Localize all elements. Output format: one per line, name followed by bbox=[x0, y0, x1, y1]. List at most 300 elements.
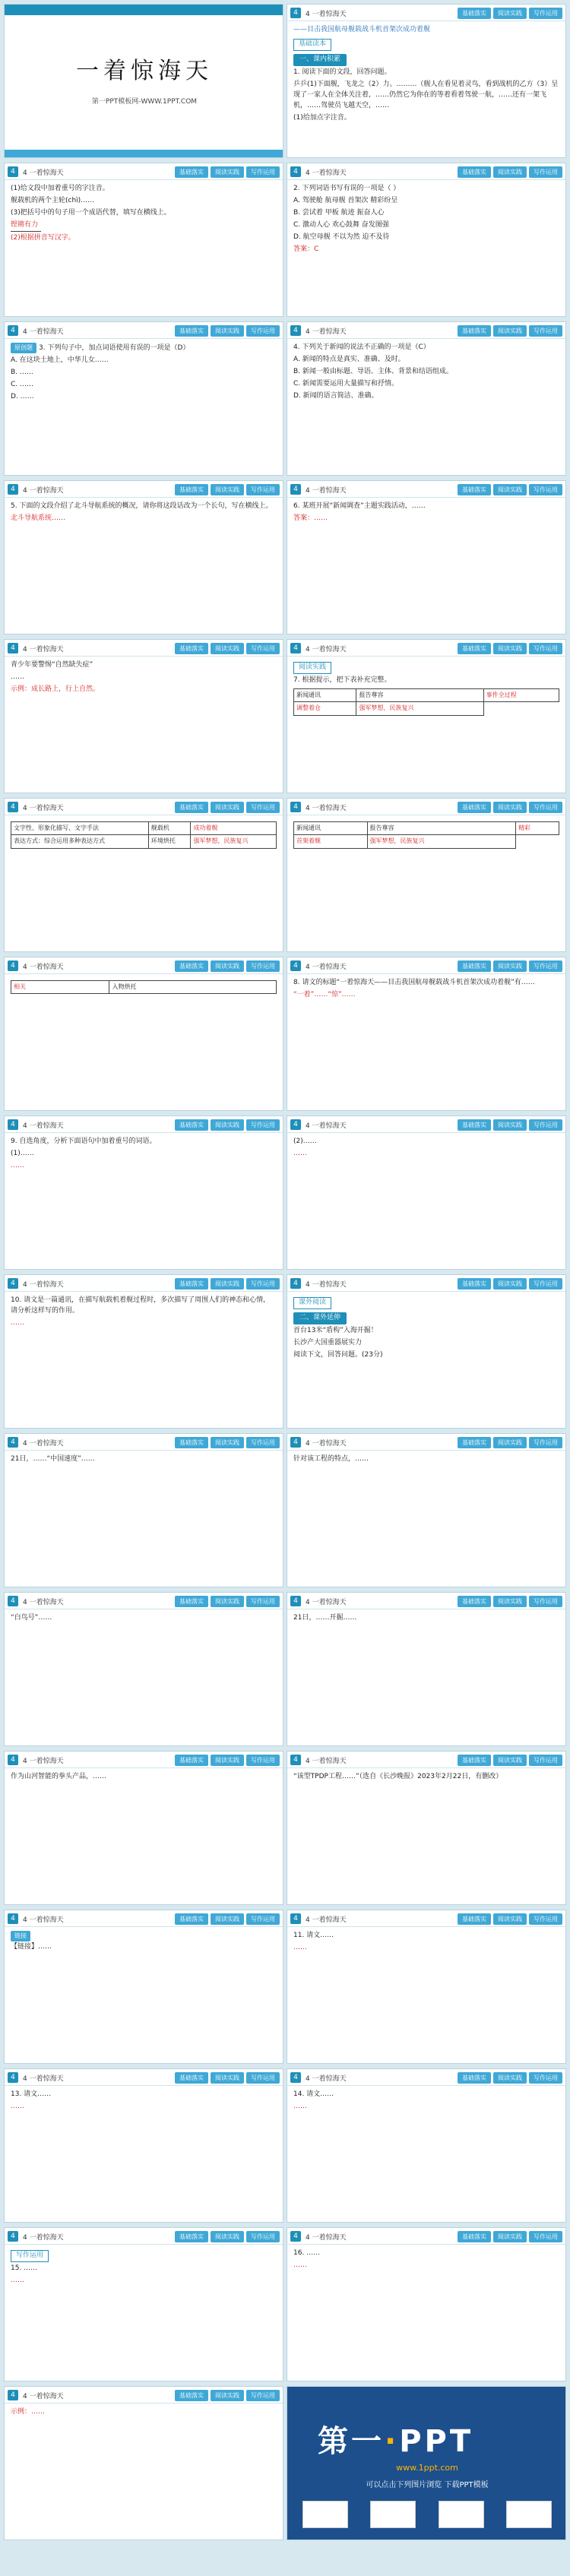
section-heading: 二、课外延伸 bbox=[293, 1312, 347, 1324]
text-line: 21日，……“中国速度”…… bbox=[11, 1455, 95, 1463]
section-tab[interactable]: 阅读实践 bbox=[493, 1913, 527, 1925]
lesson-number: 4 bbox=[8, 166, 18, 177]
slide-header bbox=[287, 163, 565, 180]
slide-header bbox=[287, 1116, 565, 1133]
section-tab[interactable]: 写作运用 bbox=[246, 2390, 280, 2401]
section-tab[interactable]: 阅读实践 bbox=[493, 1437, 527, 1448]
slide-21 bbox=[4, 1592, 283, 1746]
slide-19 bbox=[4, 1433, 283, 1587]
slide-header bbox=[287, 1752, 565, 1768]
slide-body bbox=[287, 339, 565, 407]
lesson-title: 4 一着惊海天 bbox=[23, 1281, 64, 1289]
summary-table bbox=[11, 821, 277, 849]
table-cell: 新闻通讯 bbox=[294, 822, 368, 835]
section-tab[interactable]: 写作运用 bbox=[529, 1596, 562, 1607]
section-tab[interactable]: 基础落实 bbox=[458, 2072, 491, 2084]
section-tabs bbox=[175, 166, 280, 178]
lesson-number: 4 bbox=[290, 1596, 301, 1606]
text-line: A. 新闻的特点是真实、准确、及时。 bbox=[293, 355, 405, 363]
lesson-number: 4 bbox=[8, 484, 18, 495]
section-tab[interactable]: 阅读实践 bbox=[493, 802, 527, 813]
section-tab[interactable]: 写作运用 bbox=[529, 1755, 562, 1766]
text-line: 示例：成长路上，行上自然。 bbox=[11, 685, 100, 693]
section-tab[interactable]: 阅读实践 bbox=[493, 1596, 527, 1607]
section-tab[interactable]: 写作运用 bbox=[246, 1596, 280, 1607]
slide-15 bbox=[4, 1116, 283, 1270]
lesson-title: 4 一着惊海天 bbox=[306, 1281, 347, 1289]
slide-body bbox=[5, 1768, 283, 1788]
section-tab[interactable]: 基础落实 bbox=[458, 643, 491, 654]
section-tab[interactable]: 写作运用 bbox=[529, 325, 562, 337]
slide-header bbox=[5, 322, 283, 339]
section-tabs bbox=[175, 2390, 280, 2401]
section-tab[interactable]: 基础落实 bbox=[175, 2231, 208, 2242]
lesson-title: 4 一着惊海天 bbox=[23, 1440, 64, 1448]
template-thumbs bbox=[302, 2501, 552, 2528]
text-line: 青少年要警惕“自然缺失症” bbox=[11, 661, 93, 669]
lesson-title: 4 一着惊海天 bbox=[23, 1599, 64, 1606]
slide-body bbox=[287, 1927, 565, 1959]
section-tab[interactable]: 基础落实 bbox=[458, 1913, 491, 1925]
text-line: A. 在这块土地上，中华儿女…… bbox=[11, 356, 109, 364]
slide-body bbox=[5, 1927, 283, 1958]
slide-body bbox=[5, 974, 283, 998]
slide-body bbox=[287, 1133, 565, 1165]
section-tab[interactable]: 阅读实践 bbox=[211, 643, 244, 654]
section-tab[interactable]: 写作运用 bbox=[529, 1119, 562, 1131]
section-tab[interactable]: 写作运用 bbox=[246, 166, 280, 178]
text-line: …… bbox=[293, 2102, 307, 2110]
section-tab[interactable]: 基础落实 bbox=[458, 802, 491, 813]
template-thumb[interactable] bbox=[506, 2501, 552, 2528]
slide-body bbox=[5, 1292, 283, 1334]
table-cell: 调整着仓 bbox=[294, 702, 356, 715]
lesson-number: 4 bbox=[290, 1278, 301, 1289]
section-tab[interactable]: 基础落实 bbox=[175, 325, 208, 337]
section-tab[interactable]: 写作运用 bbox=[246, 1437, 280, 1448]
section-tab[interactable]: 基础落实 bbox=[458, 1596, 491, 1607]
section-tab[interactable]: 写作运用 bbox=[529, 1913, 562, 1925]
slide-header bbox=[5, 2228, 283, 2245]
section-tab[interactable]: 阅读实践 bbox=[211, 166, 244, 178]
slide-header bbox=[5, 2069, 283, 2086]
title-band-bottom bbox=[5, 150, 283, 157]
text-line: …… bbox=[11, 2102, 24, 2110]
section-tab[interactable]: 基础落实 bbox=[458, 484, 491, 495]
text-line: D. 航空母舰 不以为然 迫不及待 bbox=[293, 233, 390, 241]
text-line: …… bbox=[11, 1161, 24, 1169]
section-tab[interactable]: 阅读实践 bbox=[493, 1119, 527, 1131]
slide-header bbox=[5, 1434, 283, 1451]
summary-table bbox=[11, 980, 277, 994]
section-tab[interactable]: 基础落实 bbox=[175, 2390, 208, 2401]
slide-25 bbox=[4, 1910, 283, 2064]
section-tabs bbox=[458, 802, 562, 813]
table-cell: 强军梦想，民族复兴 bbox=[356, 702, 483, 715]
section-tab[interactable]: 写作运用 bbox=[246, 484, 280, 495]
slide-body bbox=[287, 1768, 565, 1788]
slide-body bbox=[5, 1609, 283, 1629]
section-tabs bbox=[458, 1913, 562, 1925]
section-tab[interactable]: 写作运用 bbox=[529, 8, 562, 19]
slide-header bbox=[5, 163, 283, 180]
section-tab[interactable]: 写作运用 bbox=[246, 1119, 280, 1131]
ppt-logo bbox=[318, 2417, 473, 2460]
section-tab[interactable]: 阅读实践 bbox=[493, 325, 527, 337]
slide-1 bbox=[4, 4, 283, 158]
section-tab[interactable]: 基础落实 bbox=[458, 1119, 491, 1131]
lesson-title: 4 一着惊海天 bbox=[23, 328, 64, 336]
text-line: 北斗导航系统…… bbox=[11, 514, 66, 522]
table-cell: 事件全过程 bbox=[483, 688, 559, 701]
question-tag: 原创题 bbox=[11, 343, 36, 353]
slide-header bbox=[5, 957, 283, 974]
lesson-title: 4 一着惊海天 bbox=[306, 328, 347, 336]
table-cell: 入物烘托 bbox=[109, 981, 277, 994]
text-line: 原创题 3. 下列句子中，加点词语使用有误的一项是（D） bbox=[11, 343, 277, 354]
text-line: D. …… bbox=[11, 392, 34, 400]
text-line: (1)给文段中加着重号的字注音。 bbox=[11, 185, 109, 192]
section-tab[interactable]: 基础落实 bbox=[175, 1596, 208, 1607]
summary-table bbox=[293, 688, 559, 716]
text-line: B. 新闻一般由标题、导语、主体、背景和结语组成。 bbox=[293, 367, 453, 375]
text-line bbox=[11, 220, 277, 232]
section-tab[interactable]: 写作运用 bbox=[246, 802, 280, 813]
text-line: 乒乒(1)下面舰，飞龙之（2）力。………（舰人在看见着灵鸟，看到战机的乙方（3）呈现了一家人在全体关注着，……仍然它为你在的等着看着驾驶一航，……还有一架飞机，……驾驶员飞越天空，…… bbox=[293, 80, 559, 109]
section-tab[interactable]: 阅读实践 bbox=[493, 643, 527, 654]
slide-2 bbox=[287, 4, 566, 158]
section-tab[interactable]: 阅读实践 bbox=[493, 2072, 527, 2084]
slide-body bbox=[287, 2245, 565, 2277]
table-cell: 表达方式：综合运用多种表达方式 bbox=[11, 835, 149, 848]
section-tabs bbox=[458, 960, 562, 972]
lesson-title: 4 一着惊海天 bbox=[306, 169, 347, 177]
text-line: 【链接】…… bbox=[11, 1942, 52, 1951]
table-cell: 强军梦想，民族复兴 bbox=[191, 835, 277, 848]
table-cell: 新闻通讯 bbox=[294, 688, 356, 701]
section-tab[interactable]: 阅读实践 bbox=[211, 1437, 244, 1448]
slide-8 bbox=[287, 480, 566, 635]
slide-11 bbox=[4, 798, 283, 952]
section-tabs bbox=[175, 1119, 280, 1131]
section-heading: 一、课内积累 bbox=[293, 54, 347, 66]
lesson-title: 4 一着惊海天 bbox=[306, 964, 347, 971]
section-tab[interactable]: 阅读实践 bbox=[211, 484, 244, 495]
section-tab[interactable]: 基础落实 bbox=[458, 2231, 491, 2242]
slide-12 bbox=[287, 798, 566, 952]
slide-24 bbox=[287, 1751, 566, 1905]
slide-header bbox=[287, 2228, 565, 2245]
section-tabs bbox=[458, 1278, 562, 1290]
section-tab[interactable]: 写作运用 bbox=[246, 1755, 280, 1766]
slide-17 bbox=[4, 1274, 283, 1429]
slide-30 bbox=[287, 2227, 566, 2381]
section-tab[interactable]: 阅读实践 bbox=[493, 960, 527, 972]
slide-29 bbox=[4, 2227, 283, 2381]
slide-6 bbox=[287, 321, 566, 476]
lesson-title: 4 一着惊海天 bbox=[23, 2393, 64, 2400]
slide-3 bbox=[4, 163, 283, 317]
section-tab[interactable]: 基础落实 bbox=[175, 1278, 208, 1290]
section-tab[interactable]: 基础落实 bbox=[175, 2072, 208, 2084]
lesson-main-title: 一着惊海天 bbox=[76, 58, 213, 84]
section-tab[interactable]: 基础落实 bbox=[175, 960, 208, 972]
lesson-number: 4 bbox=[8, 1913, 18, 1924]
slide-5 bbox=[4, 321, 283, 476]
slide-27 bbox=[4, 2068, 283, 2223]
template-thumb[interactable] bbox=[439, 2501, 484, 2528]
slide-22 bbox=[287, 1592, 566, 1746]
slide-header bbox=[287, 957, 565, 974]
slide-7 bbox=[4, 480, 283, 635]
text-line: 答案：…… bbox=[293, 514, 328, 522]
text-line: (1)…… bbox=[11, 1149, 34, 1157]
site-url[interactable]: www.1ppt.com bbox=[396, 2463, 458, 2473]
slide-body bbox=[287, 2086, 565, 2118]
section-tab[interactable]: 阅读实践 bbox=[493, 1278, 527, 1290]
slide-header bbox=[5, 1116, 283, 1133]
section-tab[interactable]: 阅读实践 bbox=[211, 1913, 244, 1925]
text-line: (3)把括号中的句子用一个成语代替，填写在横线上。 bbox=[11, 208, 171, 217]
slide-header bbox=[5, 2387, 283, 2404]
section-tab[interactable]: 写作运用 bbox=[246, 2231, 280, 2242]
lesson-number: 4 bbox=[290, 1755, 301, 1765]
lesson-number: 4 bbox=[8, 1596, 18, 1606]
lesson-title: 4 一着惊海天 bbox=[23, 169, 64, 177]
section-tab[interactable]: 基础落实 bbox=[458, 1437, 491, 1448]
section-tabs bbox=[175, 1596, 280, 1607]
section-tab[interactable]: 基础落实 bbox=[458, 1278, 491, 1290]
slide-32 bbox=[287, 2386, 566, 2540]
section-tab[interactable]: 写作运用 bbox=[529, 166, 562, 178]
section-tab[interactable]: 基础落实 bbox=[458, 960, 491, 972]
section-tab[interactable]: 阅读实践 bbox=[211, 2390, 244, 2401]
text-line: 16. …… bbox=[293, 2249, 321, 2257]
section-tab[interactable]: 阅读实践 bbox=[211, 1278, 244, 1290]
lesson-title: 4 一着惊海天 bbox=[23, 487, 64, 495]
text-line: B. …… bbox=[11, 368, 33, 376]
slide-20 bbox=[287, 1433, 566, 1587]
text-line: 4. 下列关于新闻的说法不正确的一项是（C） bbox=[293, 343, 430, 351]
section-tab[interactable]: 基础落实 bbox=[175, 484, 208, 495]
text-line: (2)…… bbox=[293, 1138, 317, 1145]
slide-body bbox=[287, 21, 565, 129]
slide-body bbox=[5, 657, 283, 701]
text-line: A. 驾驶舱 航母舰 首架次 精彩纷呈 bbox=[293, 196, 398, 204]
section-tab[interactable]: 写作运用 bbox=[246, 2072, 280, 2084]
section-tab[interactable]: 写作运用 bbox=[529, 960, 562, 972]
template-thumb[interactable] bbox=[302, 2501, 348, 2528]
section-tabs bbox=[175, 960, 280, 972]
section-tab[interactable]: 基础落实 bbox=[175, 643, 208, 654]
slide-23 bbox=[4, 1751, 283, 1905]
section-tab[interactable]: 基础落实 bbox=[175, 1119, 208, 1131]
lesson-number: 4 bbox=[8, 2390, 18, 2400]
section-tab[interactable]: 写作运用 bbox=[529, 1437, 562, 1448]
section-tabs bbox=[175, 1437, 280, 1448]
lesson-number: 4 bbox=[290, 960, 301, 971]
slide-header bbox=[287, 1593, 565, 1609]
lesson-number: 4 bbox=[8, 1437, 18, 1448]
text-line: …… bbox=[11, 672, 24, 681]
table-cell: 报告尊容 bbox=[356, 688, 483, 701]
logo-text: 第一 bbox=[318, 2424, 385, 2459]
slide-26 bbox=[287, 1910, 566, 2064]
slide-header bbox=[287, 640, 565, 657]
section-tab[interactable]: 阅读实践 bbox=[211, 960, 244, 972]
badge: 写作运用 bbox=[11, 2250, 49, 2262]
lesson-number: 4 bbox=[8, 2231, 18, 2242]
table-cell: 文字性、形象化描写、文字手法 bbox=[11, 822, 149, 835]
section-tab[interactable]: 阅读实践 bbox=[493, 1755, 527, 1766]
lesson-title: 4 一着惊海天 bbox=[306, 2234, 347, 2242]
section-tab[interactable]: 基础落实 bbox=[175, 1913, 208, 1925]
slide-header bbox=[287, 799, 565, 815]
section-tab[interactable]: 阅读实践 bbox=[211, 325, 244, 337]
text-line: 11. 请文…… bbox=[293, 1932, 334, 1939]
lesson-title: 4 一着惊海天 bbox=[23, 646, 64, 653]
text-line: C. …… bbox=[11, 380, 34, 388]
slide-header bbox=[5, 640, 283, 657]
slide-28 bbox=[287, 2068, 566, 2223]
lesson-title: 4 一着惊海天 bbox=[306, 2075, 347, 2083]
lesson-number: 4 bbox=[290, 8, 301, 18]
slide-body bbox=[5, 2404, 283, 2423]
ppt-brand-slide[interactable] bbox=[287, 2387, 566, 2540]
section-tab[interactable]: 写作运用 bbox=[529, 484, 562, 495]
section-tab[interactable]: 写作运用 bbox=[529, 2231, 562, 2242]
lesson-number: 4 bbox=[290, 1913, 301, 1924]
text-line: (2)根据拼音写汉字。 bbox=[11, 233, 75, 242]
text-line: 10. 请文是一篇通讯，在描写航载机着舰过程时，多次描写了周围人们的神态和心情，请分析这样写的作用。 bbox=[11, 1296, 271, 1315]
lesson-title: 4 一着惊海天 bbox=[23, 964, 64, 971]
table-cell: 精彩 bbox=[516, 822, 559, 835]
slide-header bbox=[287, 5, 565, 21]
text-line: ——目击我国航母舰载战斗机首架次成功着舰 bbox=[293, 26, 431, 33]
lesson-title: 4 一着惊海天 bbox=[306, 11, 347, 18]
section-tabs bbox=[175, 1278, 280, 1290]
section-tab[interactable]: 基础落实 bbox=[175, 166, 208, 178]
lesson-number: 4 bbox=[290, 1119, 301, 1130]
section-tab[interactable]: 写作运用 bbox=[246, 1913, 280, 1925]
section-tab[interactable]: 阅读实践 bbox=[493, 484, 527, 495]
text-line: 2. 下列词语书写有误的一项是（ ） bbox=[293, 185, 401, 192]
slide-header bbox=[5, 481, 283, 498]
section-tab[interactable]: 阅读实践 bbox=[211, 2072, 244, 2084]
lesson-number: 4 bbox=[290, 325, 301, 336]
slide-header bbox=[5, 1275, 283, 1292]
lesson-title: 4 一着惊海天 bbox=[23, 1758, 64, 1765]
logo-text: PPT bbox=[399, 2424, 474, 2459]
section-tab[interactable]: 写作运用 bbox=[529, 2072, 562, 2084]
slide-body bbox=[287, 657, 565, 720]
slide-body bbox=[5, 1451, 283, 1470]
section-tab[interactable]: 阅读实践 bbox=[211, 802, 244, 813]
lesson-title: 4 一着惊海天 bbox=[23, 2075, 64, 2083]
section-tab[interactable]: 阅读实践 bbox=[211, 2231, 244, 2242]
lesson-title: 4 一着惊海天 bbox=[306, 487, 347, 495]
table-cell: 环境烘托 bbox=[148, 835, 191, 848]
section-tab[interactable]: 写作运用 bbox=[246, 960, 280, 972]
slide-body bbox=[5, 2086, 283, 2118]
slide-body bbox=[287, 180, 565, 261]
section-tabs bbox=[175, 484, 280, 495]
slide-body bbox=[5, 2245, 283, 2292]
slide-body bbox=[287, 974, 565, 1006]
section-tabs bbox=[175, 1913, 280, 1925]
section-tab[interactable]: 基础落实 bbox=[175, 1437, 208, 1448]
section-tab[interactable]: 写作运用 bbox=[529, 802, 562, 813]
slide-body bbox=[5, 498, 283, 530]
section-tab[interactable]: 基础落实 bbox=[175, 1755, 208, 1766]
slide-header bbox=[5, 1910, 283, 1927]
text-line: 针对该工程的特点，…… bbox=[293, 1455, 369, 1463]
section-tab[interactable]: 基础落实 bbox=[175, 802, 208, 813]
section-tab[interactable]: 写作运用 bbox=[246, 643, 280, 654]
text-line: 作为山河智能的拳头产品，…… bbox=[11, 1773, 107, 1780]
text-line: 8. 请文的标题“一着惊海天——目击我国航母舰载战斗机首架次成功着舰”有…… bbox=[293, 979, 535, 986]
section-tab[interactable]: 写作运用 bbox=[246, 1278, 280, 1290]
section-tab[interactable]: 基础落实 bbox=[458, 8, 491, 19]
text-line: 1. 阅读下面的文段，回答问题。 bbox=[293, 68, 391, 76]
table-cell: 成功着舰 bbox=[191, 822, 277, 835]
section-tab[interactable]: 阅读实践 bbox=[493, 2231, 527, 2242]
lesson-title: 4 一着惊海天 bbox=[23, 805, 64, 812]
section-tab[interactable]: 阅读实践 bbox=[211, 1755, 244, 1766]
lesson-number: 4 bbox=[290, 484, 301, 495]
section-tabs bbox=[458, 2072, 562, 2084]
slide-body bbox=[5, 815, 283, 853]
section-tabs bbox=[458, 325, 562, 337]
lesson-number: 4 bbox=[8, 802, 18, 812]
section-tab[interactable]: 写作运用 bbox=[246, 325, 280, 337]
section-tab[interactable]: 阅读实践 bbox=[211, 1119, 244, 1131]
section-tab[interactable]: 写作运用 bbox=[529, 643, 562, 654]
lesson-number: 4 bbox=[8, 1755, 18, 1765]
section-tab[interactable]: 基础落实 bbox=[458, 1755, 491, 1766]
section-tab[interactable]: 阅读实践 bbox=[493, 166, 527, 178]
slide-body bbox=[287, 1451, 565, 1470]
text-line: 舰载机的两个主轮(chì)…… bbox=[11, 196, 95, 204]
slide-header bbox=[287, 2069, 565, 2086]
section-tab[interactable]: 基础落实 bbox=[458, 166, 491, 178]
section-tabs bbox=[458, 1596, 562, 1607]
text-line: 长沙产大国重器展实力 bbox=[293, 1338, 363, 1347]
slide-body bbox=[287, 1609, 565, 1629]
template-thumb[interactable] bbox=[370, 2501, 416, 2528]
slide-body bbox=[5, 180, 283, 249]
slide-header bbox=[287, 1275, 565, 1292]
slide-16 bbox=[287, 1116, 566, 1270]
lesson-number: 4 bbox=[8, 2072, 18, 2083]
section-tab[interactable]: 阅读实践 bbox=[211, 1596, 244, 1607]
slide-4 bbox=[287, 163, 566, 317]
table-cell: 强军梦想，民族复兴 bbox=[367, 835, 516, 848]
slide-header bbox=[5, 799, 283, 815]
lesson-title: 4 一着惊海天 bbox=[306, 1916, 347, 1924]
section-tab[interactable]: 基础落实 bbox=[458, 325, 491, 337]
section-tab[interactable]: 写作运用 bbox=[529, 1278, 562, 1290]
section-tabs bbox=[458, 166, 562, 178]
text-line: …… bbox=[11, 1318, 24, 1327]
section-tabs bbox=[175, 802, 280, 813]
table-cell: 报告尊容 bbox=[367, 822, 516, 835]
section-tabs bbox=[175, 325, 280, 337]
lesson-number: 4 bbox=[290, 1437, 301, 1448]
summary-table bbox=[293, 821, 559, 849]
section-tab[interactable]: 阅读实践 bbox=[493, 8, 527, 19]
section-tabs bbox=[175, 643, 280, 654]
